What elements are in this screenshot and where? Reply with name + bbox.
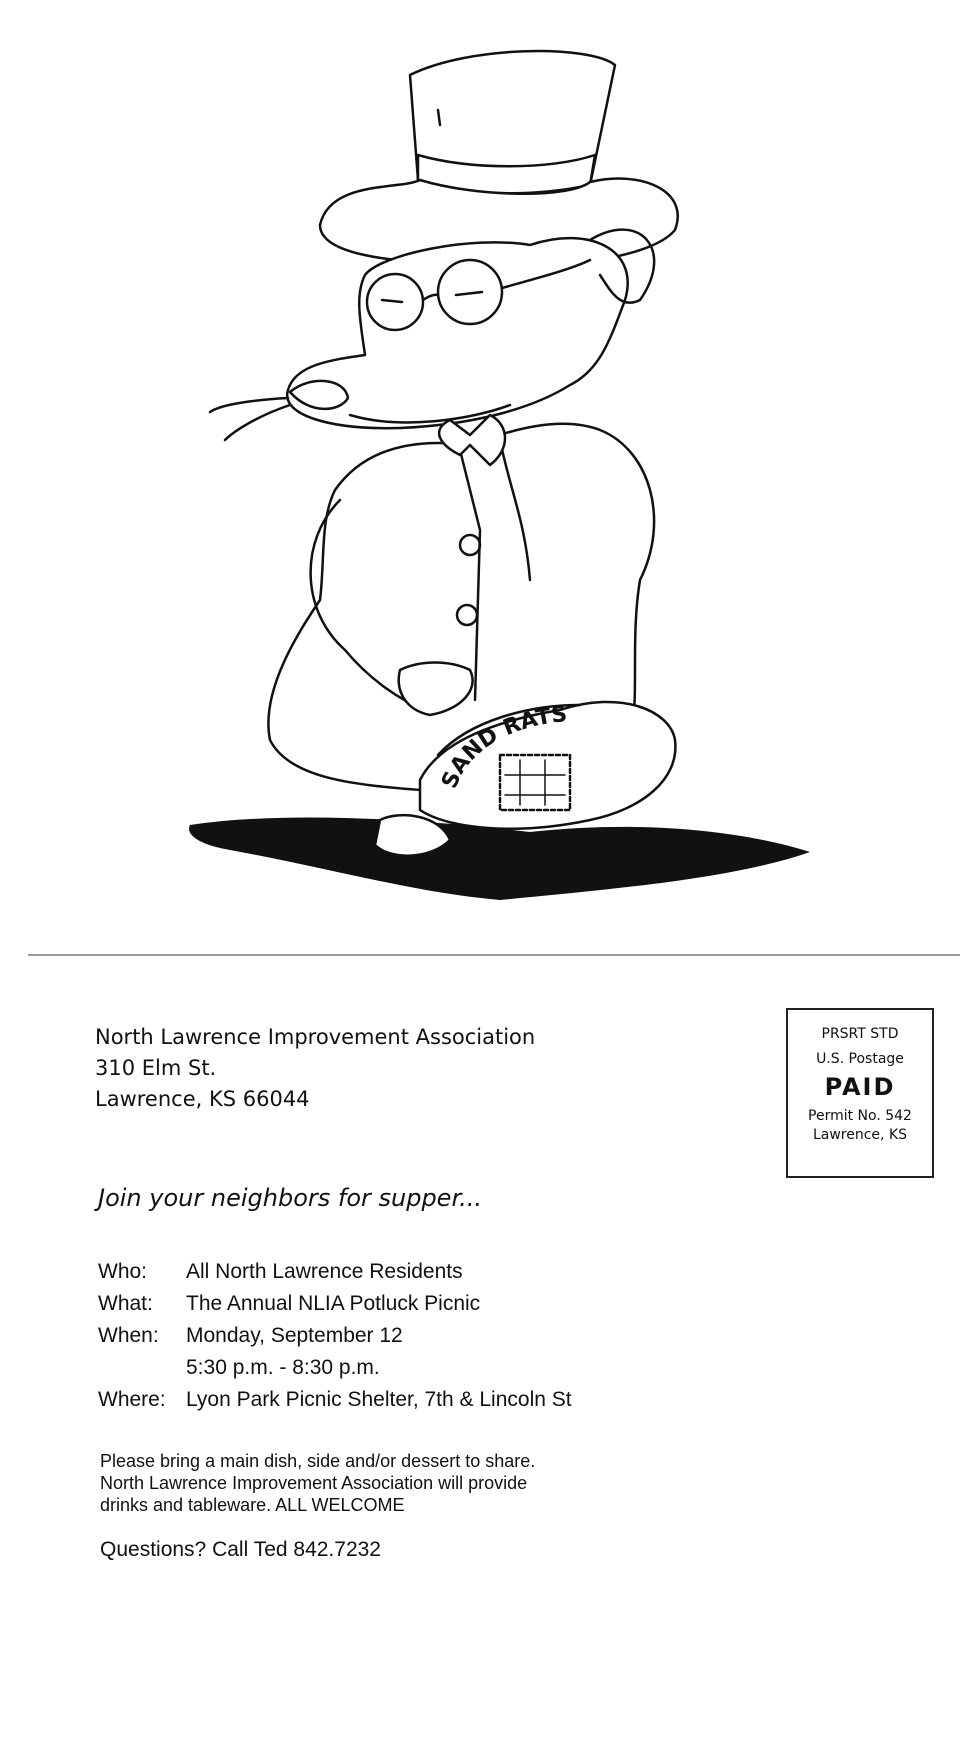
detail-label: Who: xyxy=(98,1260,148,1283)
return-address-org: North Lawrence Improvement Association xyxy=(95,1025,536,1049)
detail-value: The Annual NLIA Potluck Picnic xyxy=(186,1292,481,1315)
detail-label xyxy=(98,1352,186,1384)
postage-label: U.S. Postage xyxy=(816,1051,904,1067)
rat-mascot-drawing xyxy=(170,20,830,940)
note-line: drinks and tableware. ALL WELCOME xyxy=(100,1495,405,1515)
detail-value: 5:30 p.m. - 8:30 p.m. xyxy=(186,1356,380,1379)
detail-row-time xyxy=(98,1352,572,1384)
detail-row-what xyxy=(98,1288,572,1320)
detail-value: All North Lawrence Residents xyxy=(186,1260,463,1283)
detail-label: What: xyxy=(98,1292,153,1315)
postage-paid: PAID xyxy=(824,1073,896,1101)
detail-label: Where: xyxy=(98,1388,166,1411)
detail-row-when xyxy=(98,1320,572,1352)
detail-value: Lyon Park Picnic Shelter, 7th & Lincoln St xyxy=(186,1388,572,1411)
detail-value: Monday, September 12 xyxy=(186,1324,403,1347)
permit-city: Lawrence, KS xyxy=(812,1127,908,1143)
return-address-city: Lawrence, KS 66044 xyxy=(95,1087,310,1111)
sand-rat-illustration xyxy=(170,20,830,940)
postage-indicia xyxy=(786,1008,934,1178)
detail-label: When: xyxy=(98,1324,159,1347)
note-line: Please bring a main dish, side and/or dessert to share. xyxy=(100,1451,536,1471)
event-details xyxy=(98,1256,572,1416)
fold-divider xyxy=(28,954,960,956)
note-line: North Lawrence Improvement Association will provide xyxy=(100,1473,528,1493)
detail-row-who xyxy=(98,1256,572,1288)
detail-row-where xyxy=(98,1384,572,1416)
contact-line: Questions? Call Ted 842.7232 xyxy=(100,1538,381,1561)
permit-number: Permit No. 542 xyxy=(808,1108,912,1124)
potluck-note xyxy=(100,1450,660,1516)
postage-class: PRSRT STD xyxy=(821,1026,899,1042)
return-address xyxy=(95,1022,535,1115)
return-address-street: 310 Elm St. xyxy=(95,1056,217,1080)
postage-permit xyxy=(788,1107,932,1145)
invitation-tagline: Join your neighbors for supper... xyxy=(98,1184,482,1212)
bag-label: SAND RATS xyxy=(437,701,569,793)
